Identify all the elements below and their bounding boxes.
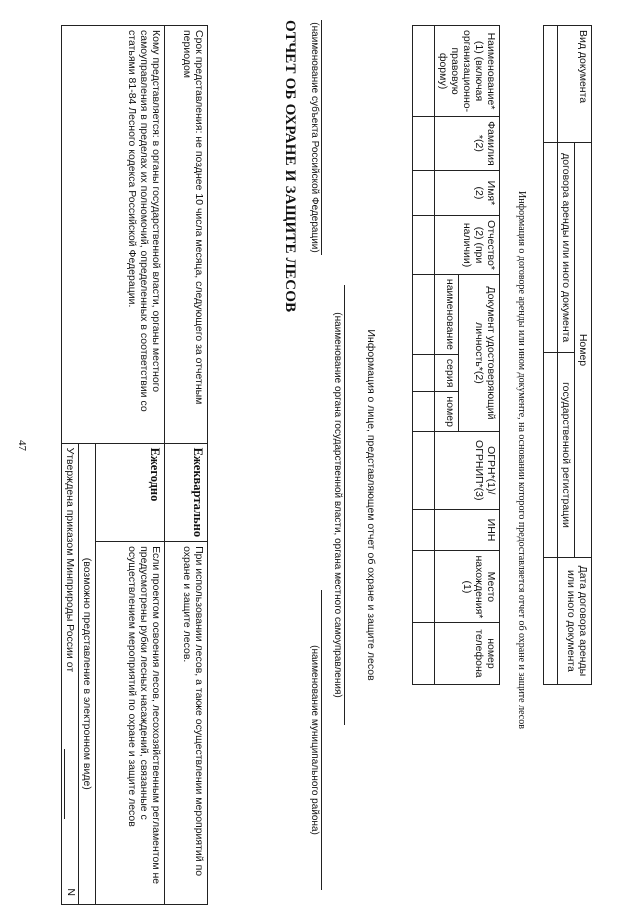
- desc-annual-cell: Если проектом освоения лесов, лесохозяйственным регламентом не предусмотрены рубки лесных насаждений, связанные с осуществлением мероприятий по охране и защите лесов: [96, 542, 165, 905]
- subject-line: [321, 20, 322, 255]
- authority-line: [344, 285, 345, 725]
- table-row: [543, 26, 557, 685]
- header-number-sub2: государственной регистрации: [557, 353, 574, 558]
- blank-cell: [412, 684, 499, 900]
- deadline-cell: Срок представления: не позднее 10 числа месяца, следующего за отчетным периодом: [165, 26, 208, 444]
- approved-note: Утверждена приказом Минприроды России от: [63, 447, 76, 673]
- header-location: Место нахождения*(1): [434, 551, 499, 623]
- data-cell: [543, 26, 557, 143]
- data-cell: [412, 551, 434, 623]
- municipal-caption: (наименование муниципального района): [309, 645, 320, 835]
- data-cell: [412, 170, 434, 216]
- header-patronymic: Отчество*(2) (при наличии): [434, 216, 499, 275]
- person-table: [412, 25, 500, 900]
- header-id-doc-name: наименование: [434, 274, 458, 354]
- table-row: [96, 26, 165, 905]
- number-mark: N: [64, 888, 77, 896]
- data-cell: [412, 509, 434, 551]
- header-number: Номер: [574, 143, 591, 558]
- data-cell: [412, 354, 434, 391]
- approved-note-cell: [61, 443, 78, 904]
- header-doc-type: Вид документа: [557, 26, 591, 143]
- header-ogrn: ОГРН*(1)/ОГРНИП*(3): [434, 431, 499, 509]
- data-cell: [412, 26, 434, 117]
- page-number: 47: [16, 440, 28, 451]
- approved-date-line: [64, 749, 76, 819]
- recipient-cell: Кому представляется: в органы государственной власти, органы местного самоуправления в пределах их полномочий, определенных в соответствии со статьями 81-84 Лесного кодекса Российской Федерации.: [61, 26, 164, 444]
- header-surname: Фамилия *(2): [434, 117, 499, 171]
- data-cell: [412, 216, 434, 275]
- lease-table: [543, 25, 592, 685]
- freq-annual-cell: Ежегодно: [96, 443, 165, 542]
- data-cell: [412, 117, 434, 171]
- table-row: [574, 26, 591, 685]
- header-inn: ИНН: [434, 509, 499, 551]
- header-number-sub1: договора аренды или иного документа: [557, 143, 574, 353]
- data-cell: [412, 431, 434, 509]
- desc-quarterly-cell: При использовании лесов, а также осуществлении мероприятий по охране и защите лесов.: [165, 542, 208, 905]
- person-info-heading: Информация о лице, представляющем отчет об охране и защите лесов: [365, 329, 377, 681]
- header-id-doc-series: серия: [434, 354, 458, 391]
- authority-caption: (наименование органа государственной власти, органа местного самоуправления): [332, 312, 343, 698]
- freq-quarterly-cell: Ежеквартально: [165, 443, 208, 542]
- table-row: [458, 26, 499, 901]
- data-cell: [543, 143, 557, 353]
- data-cell: [543, 557, 557, 684]
- electronic-note-cell: (возможно представление в электронном виде): [78, 443, 95, 904]
- data-cell: [412, 623, 434, 684]
- report-title: ОТЧЕТ ОБ ОХРАНЕ И ЗАЩИТЕ ЛЕСОВ: [282, 20, 298, 313]
- municipal-line: [321, 590, 322, 890]
- lease-info-heading: Информация о договоре аренды или ином документе, на основании которого предоставляется отчет об охране и защите лесов: [516, 191, 527, 729]
- header-phone: номер телефона: [434, 623, 499, 684]
- header-id-doc-number: номер: [434, 392, 458, 432]
- header-date: Дата договора аренды или иного документа: [557, 557, 591, 684]
- header-name-org: Наименование*(1) (включая организационно-правовую форму): [434, 26, 499, 117]
- data-cell: [412, 392, 434, 432]
- subject-caption: (наименование субъекта Российской Федерации): [309, 22, 320, 253]
- header-firstname: Имя*(2): [434, 170, 499, 216]
- data-cell: [543, 353, 557, 558]
- data-cell: [412, 274, 434, 354]
- report-meta-table: [61, 25, 208, 905]
- table-row: [165, 26, 208, 905]
- header-id-doc: Документ удостоверяющий личность*(2): [458, 274, 499, 431]
